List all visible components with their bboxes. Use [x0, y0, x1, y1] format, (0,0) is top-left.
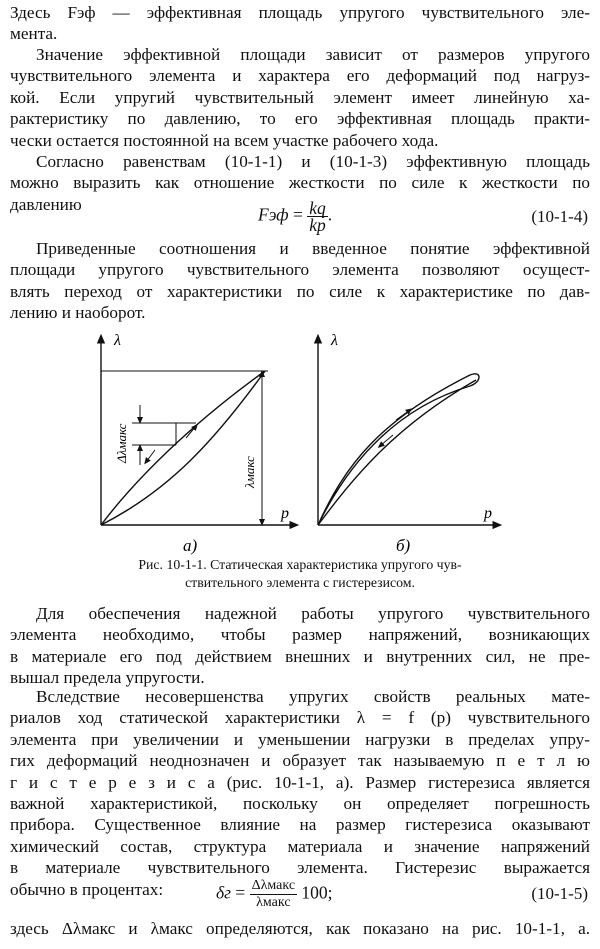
text-line: влять переход от характеристики по силе к характеристике по дав- — [10, 281, 590, 301]
panel-a — [101, 338, 295, 525]
eq-tail: 100; — [301, 882, 333, 903]
caption-line-1: Рис. 10-1-1. Статическая характеристика упругого чув- — [138, 557, 462, 572]
panel-b-label: б) — [396, 536, 411, 555]
text-line: чески остается постоянной на всем участке рабочего хода. — [10, 130, 439, 150]
text-line: гих деформаций неоднозначен и образует так называемую п е т л ю — [10, 751, 590, 771]
eq-fraction — [307, 200, 328, 233]
caption-line-2: ствительного элемента с гистерезисом. — [185, 575, 415, 590]
text-line: кой. Если упругий чувствительный элемент имеет линейную ха- — [10, 87, 590, 107]
panel-b — [318, 338, 498, 525]
equation-10-1-5 — [216, 878, 333, 911]
text-line: Значение эффективной площади зависит от размеров упругого — [36, 45, 590, 64]
figure-caption — [0, 556, 600, 592]
equation-number: (10-1-5) — [531, 884, 588, 903]
hysteresis-loop-outer — [318, 374, 479, 525]
text-line: вышал предела упругости. — [10, 668, 205, 688]
text-line: в материале чувствительного элемента. Гистерезис выражается — [10, 858, 590, 878]
text-line: Приведенные соотношения и введенное понятие эффективной — [36, 239, 590, 258]
text-line: давлению — [10, 194, 82, 214]
text-line: Вследствие несовершенства упругих свойств реальных мате- — [36, 687, 590, 706]
text-line: обычно в процентах: — [10, 879, 164, 899]
eq-numerator: kq — [309, 198, 326, 218]
equation-number: (10-1-4) — [531, 207, 588, 226]
y-axis-label-b: λ — [331, 332, 338, 349]
eq-numerator: Δλмакс — [251, 878, 296, 893]
eq-denominator: kp — [309, 215, 326, 235]
text-line: химический состав, структура материала и значение напряжений — [10, 836, 590, 856]
text-line: элемента при увеличении и уменьшении нагрузки в пределах упру- — [10, 729, 590, 749]
text-line: чувствительного элемента и характера его деформаций под нагруз- — [10, 66, 590, 86]
text-line: Для обеспечения надежной работы упругого чувствительного — [36, 604, 590, 623]
direction-arrow-down — [146, 450, 155, 462]
text-line: лению и наоборот. — [10, 303, 146, 323]
eq-sign: = — [235, 882, 246, 903]
text-line: Здесь Fэф — эффективная площадь упругого чувствительного эле- — [10, 3, 590, 22]
text-line: площади упругого чувствительного элемента позволяют осущест- — [10, 260, 590, 280]
x-axis-label-a: p — [281, 505, 289, 522]
hysteresis-loop-inner — [318, 380, 476, 525]
text-line: риалов ход статической характеристики λ = f (p) чувствительного — [10, 708, 590, 728]
text-line: важной характеристикой, поскольку он определяет погрешность — [10, 794, 590, 814]
eq-denominator: λмакс — [256, 895, 291, 910]
text-line: элемента необходимо, чтобы размер напряжений, возникающих — [10, 625, 590, 645]
eq-sign: = — [292, 204, 303, 225]
figure-10-1-1 — [0, 320, 600, 560]
paragraph-2 — [10, 44, 590, 151]
paragraph-5 — [10, 603, 590, 689]
eq-lhs: δг — [216, 882, 231, 903]
paragraph-6 — [10, 686, 590, 900]
text-line: рактеристику по давлению, то его эффективная площадь практи- — [10, 109, 590, 129]
text-line: прибора. Существенное влияние на размер гистерезиса оказывают — [10, 815, 590, 835]
paragraph-1 — [10, 2, 590, 45]
delta-lambda-label: Δλмакс — [114, 423, 129, 463]
eq-lhs: Fэф — [258, 204, 289, 225]
text-line: можно выразить как отношение жесткости по силе к жесткости по — [10, 173, 590, 193]
lambda-max-label: λмакс — [242, 456, 257, 488]
y-axis-label-a: λ — [114, 332, 121, 349]
eq-fraction — [250, 878, 297, 911]
equation-10-1-4 — [258, 200, 332, 233]
x-axis-label-b: p — [484, 505, 492, 522]
text-line: Согласно равенствам (10-1-1) и (10-1-3) эффективную площадь — [36, 152, 590, 171]
direction-arrow-up — [186, 426, 196, 438]
text-line: здесь Δλмакс и λмакс определяются, как показано на рис. 10-1-1, а. — [10, 919, 590, 938]
panel-a-label: а) — [183, 536, 198, 555]
eq-tail: . — [327, 204, 333, 225]
text-line: г и с т е р е з и с а (рис. 10-1-1, а). Размер гистерезиса является — [10, 772, 590, 792]
paragraph-4 — [10, 238, 590, 324]
text-line: мента. — [10, 24, 58, 44]
paragraph-7 — [10, 918, 590, 939]
text-line: в материале его под действием внешних и внутренних сил, не пре- — [10, 646, 590, 666]
